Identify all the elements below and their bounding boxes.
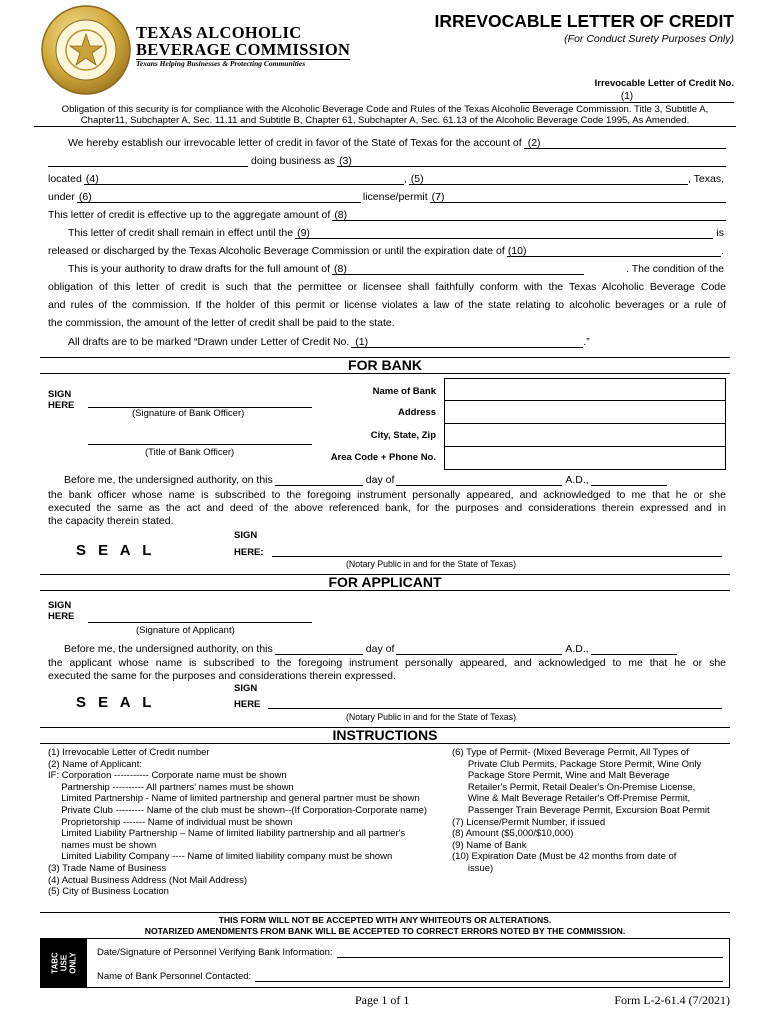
form-subtitle: (For Conduct Surety Purposes Only) [564,33,734,45]
instruction-item: Proprietorship ------- Name of individual must be shown [48,816,293,828]
field-hint: (9) [297,227,310,239]
instruction-item: Partnership ---------- All partners' names must be shown [48,781,294,793]
applicant-signature-caption: (Signature of Applicant) [136,625,235,636]
bank-city-label: City, State, Zip [370,430,436,441]
body-line-12 [48,336,592,348]
field-hint: (8) [334,209,348,221]
instruction-item: Package Store Permit, Wine and Malt Beverage [452,770,670,782]
dba-field[interactable] [337,155,726,167]
field-hint: (4) [85,173,99,185]
obligation-paragraph [48,278,726,332]
contact-label: Name of Bank Personnel Contacted: [97,971,252,982]
bank-seal-label: S E A L [76,542,156,559]
body-text: the capacity therein stated. [48,515,174,527]
applicant-notary-signature-line[interactable] [268,697,722,709]
body-text: This letter of credit is effective up to the aggregate amount of [48,209,331,221]
bank-city-input[interactable] [444,424,726,447]
obligation-text [34,104,736,127]
contact-row [97,971,723,982]
bank-name-label: Name of Bank [372,386,436,397]
body-line-6 [48,227,726,239]
body-text: All drafts are to be marked “Drawn under Letter of Credit No. [68,336,350,348]
tabc-seal-logo [40,4,132,96]
for-applicant-heading: FOR APPLICANT [40,574,730,591]
instruction-item: IF: Corporation ----------- Corporate name must be shown [48,770,287,782]
body-text: We hereby establish our irrevocable letter of credit in favor of the State of Texas for the account of [68,137,522,149]
agency-name-line2: BEVERAGE COMMISSION [136,40,351,59]
applicant-seal-label: S E A L [76,694,156,711]
body-text: under [48,191,75,203]
obligation-line2: Chapter11, Subchapter A, Sec. 11.11 and Subtitle B, Chapter 61, Subchapter A, Sec. 61.13 of the Alcoholic Beverage Code 1995, As Amended. [34,115,736,127]
business-city-field[interactable] [409,173,688,185]
for-bank-heading: FOR BANK [40,357,730,374]
field-hint: (2) [527,137,541,149]
instruction-item: Limited Partnership - Name of limited partnership and general partner must be shown [48,793,420,805]
body-line-4 [48,191,726,203]
form-title: IRREVOCABLE LETTER OF CREDIT [434,11,734,31]
tabc-use-only-box [40,938,730,988]
field-hint: (5) [410,173,424,185]
instruction-item: Limited Liability Company ---- Name of limited liability company must be shown [48,851,393,863]
body-text: , Texas, [688,173,724,185]
applicant-notary-day-field[interactable] [275,643,363,655]
applicant-sign-here [48,600,74,622]
bank-notary-sign: SIGN [234,530,258,541]
sign-label: SIGN [48,600,72,611]
body-line-5 [48,209,726,221]
instruction-item: names must be shown [48,839,157,851]
bank-address-label: Address [397,407,436,418]
instructions-heading: INSTRUCTIONS [40,727,730,744]
here-label: HERE [48,400,75,411]
body-text: the bank officer whose name is subscribed to the foregoing instrument personally appeared, and acknowledged to me that he or she [48,489,726,501]
body-text: and rules of the commission. If the holder of this permit or license violates a law of the state relating to alcoholic beverages or a rule of [48,299,726,311]
bank-notary-signature-line[interactable] [272,545,722,557]
instruction-item: (4) Actual Business Address (Not Mail Address) [48,874,248,886]
contact-name-field[interactable] [255,971,723,982]
instruction-item: (5) City of Business Location [48,886,169,898]
warning-line2: NOTARIZED AMENDMENTS FROM BANK WILL BE ACCEPTED TO CORRECT ERRORS NOTED BY THE COMMISSION. [144,926,626,936]
bank-notary-month-field[interactable] [396,474,562,486]
field-hint: (8) [334,263,347,275]
instruction-item: (6) Type of Permit- (Mixed Beverage Permit, All Types of [452,747,689,758]
body-text: Before me, the undersigned authority, on this [64,474,273,486]
permit-type-field[interactable] [77,191,361,203]
verify-label: Date/Signature of Personnel Verifying Bank Information: [97,947,333,958]
body-text: executed the same as the act and deed of the above referenced bank, for the purposes and considerations therein expressed and in [48,502,726,514]
body-line-2 [48,155,726,167]
body-text: obligation of this letter of credit is such that the permittee or licensee shall faithfully conform with the Texas Alcoholic Beverage Code [48,281,726,293]
bank-notary-caption: (Notary Public in and for the State of Texas) [346,559,516,569]
bank-notary-year-field[interactable] [591,474,667,486]
permit-number-field[interactable] [430,191,726,203]
instructions-right-column [452,747,710,875]
agency-name [136,24,350,60]
body-text: is [716,227,724,239]
here-label: HERE [48,611,75,622]
body-text: . The condition of the [626,263,724,275]
bank-name-input[interactable] [444,378,726,401]
body-text: . [721,245,724,257]
body-text: A.D., [565,474,589,486]
applicant-notary-here: HERE [234,699,261,710]
instruction-item: Passenger Train Beverage Permit, Excursion Boat Permit [452,804,710,816]
sign-label: SIGN [48,389,72,400]
applicant-notary-paragraph [48,657,726,683]
instruction-item: Private Club Permits, Package Store Permit, Wine Only [452,758,702,770]
applicant-name-field[interactable] [48,155,248,167]
body-text: .” [583,336,590,348]
tabc-use-only-label: TABC USE ONLY [50,952,78,974]
bank-sign-here [48,389,74,411]
obligation-line1: Obligation of this security is for compliance with the Alcoholic Beverage Code and Rules of the Texas Alcoholic Beverage Commission. Title 3, Subtitle A, [61,104,709,115]
applicant-notary-year-field[interactable] [591,643,677,655]
verify-row [97,947,723,958]
page-number: Page 1 of 1 [355,993,410,1007]
loc-number-label: Irrevocable Letter of Credit No. [594,78,734,89]
body-text: doing business as [251,155,336,167]
bank-name-field[interactable] [295,227,713,239]
body-text: day of [365,643,395,655]
instruction-item: (1) Irrevocable Letter of Credit number [48,747,210,758]
applicant-notary-sign: SIGN [234,683,258,694]
body-line-3 [48,173,726,185]
warning-line1: THIS FORM WILL NOT BE ACCEPTED WITH ANY WHITEOUTS OR ALTERATIONS. [218,915,552,925]
instruction-item: (3) Trade Name of Business [48,862,167,874]
drafts-loc-number-field[interactable] [351,336,583,348]
bank-officer-signature-line[interactable] [88,396,312,408]
bank-officer-title-caption: (Title of Bank Officer) [145,447,235,458]
business-address-field[interactable] [84,173,404,185]
bank-officer-title-line[interactable] [88,433,312,445]
bank-notary-here: HERE: [234,547,264,558]
instruction-item: (7) License/Permit Number, if issued [452,816,606,828]
bank-officer-signature-caption: (Signature of Bank Officer) [132,408,245,419]
instruction-item: Private Club --------- Name of the club must be shown--(If Corporation-Corporate name) [48,804,428,816]
instruction-item: (10) Expiration Date (Must be 42 months from date of [452,851,677,863]
bank-phone-label: Area Code + Phone No. [330,452,436,463]
field-hint: (1) [355,336,369,348]
full-amount-field[interactable] [332,263,584,275]
applicant-signature-line[interactable] [88,611,312,623]
body-text: the applicant whose name is subscribed to the foregoing instrument personally appeared, and acknowledged to me that he or she [48,657,726,669]
field-hint: (7) [431,191,445,203]
body-line-1 [48,137,726,149]
body-text: , [403,173,407,185]
instruction-item: (2) Name of Applicant: [48,758,142,770]
agency-name-line1: TEXAS ALCOHOLIC [136,23,302,42]
body-text: license/permit [362,191,428,203]
instruction-item: Limited Liability Partnership – Name of limited liability partnership and all partner's [48,828,406,840]
field-hint: (10) [507,245,527,257]
field-hint: (6) [78,191,92,203]
form-number: Form L-2-61.4 (7/2021) [614,993,730,1007]
bank-phone-input[interactable] [444,447,726,470]
body-text: day of [365,474,395,486]
body-text: located [48,173,82,185]
instruction-item: (9) Name of Bank [452,839,527,851]
expiration-date-field[interactable] [507,245,721,257]
instructions-left-column [48,747,427,898]
bank-address-input[interactable] [444,401,726,424]
account-of-field[interactable] [524,137,726,149]
aggregate-amount-field[interactable] [332,209,726,221]
body-text: Before me, the undersigned authority, on this [64,643,273,655]
body-text: A.D., [565,643,589,655]
bank-notary-day-field[interactable] [275,474,363,486]
instruction-item: Retailer's Permit, Retail Dealer's On-Premise License, [452,781,696,793]
body-text: executed the same for the purposes and considerations therein expressed. [48,670,396,682]
applicant-notary-month-field[interactable] [396,643,562,655]
body-line-8 [48,263,726,275]
body-text: This letter of credit shall remain in effect until the [68,227,294,239]
agency-tagline: Texans Helping Businesses & Protecting Communities [136,59,306,68]
applicant-notary-caption: (Notary Public in and for the State of Texas) [346,712,516,722]
loc-number-hint: (1) [620,91,634,102]
instruction-item: Wine & Malt Beverage Retailer's Off-Premise Permit, [452,793,691,805]
body-text: This is your authority to draw drafts for the full amount of [68,263,331,275]
instruction-item: issue) [452,862,494,874]
applicant-notary-date-line [48,643,677,655]
body-text: released or discharged by the Texas Alcoholic Beverage Commission or until the expiration date of [48,245,505,257]
loc-number-field[interactable] [520,91,734,103]
field-hint: (3) [339,155,352,167]
instruction-item: (8) Amount ($5,000/$10,000) [452,828,574,840]
whiteout-warning [40,912,730,937]
verify-signature-field[interactable] [337,947,723,958]
tabc-use-only-tab [41,939,87,987]
body-line-7 [48,245,726,257]
bank-notary-date-line [48,474,667,486]
body-text: the commission, the amount of the letter of credit shall be paid to the state. [48,317,395,329]
bank-notary-paragraph [48,489,726,528]
